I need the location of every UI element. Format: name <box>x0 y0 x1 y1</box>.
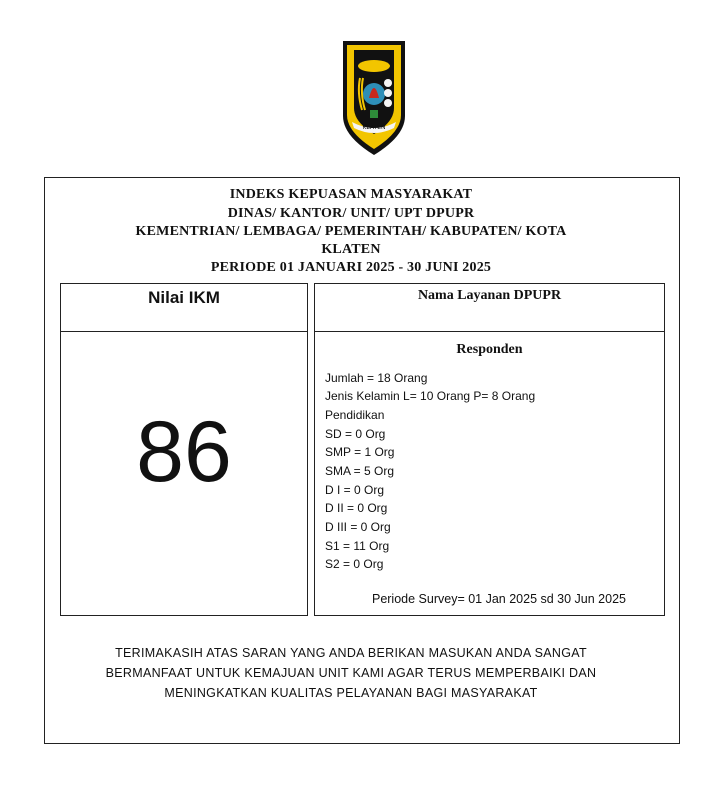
service-name: Nama Layanan DPUPR <box>417 288 562 303</box>
ikm-value-cell <box>60 332 308 616</box>
service-title-cell <box>314 283 665 332</box>
respondent-total: Jumlah = 18 Orang <box>325 371 428 385</box>
education-d1: D I = 0 Org <box>325 483 385 497</box>
ikm-title-cell <box>60 283 308 332</box>
footer-line-2: BERMANFAAT UNTUK KEMAJUAN UNIT KAMI AGAR TERUS MEMPERBAIKI DAN <box>105 666 597 680</box>
education-heading: Pendidikan <box>325 408 385 422</box>
education-d3: D III = 0 Org <box>325 520 391 534</box>
education-d2: D II = 0 Org <box>325 501 388 515</box>
footer-line-3: MENINGKATKAN KUALITAS PELAYANAN BAGI MASYARAKAT <box>164 686 538 700</box>
education-smp: SMP = 1 Org <box>325 445 395 459</box>
ikm-score: 86 <box>136 404 232 500</box>
education-s1: S1 = 11 Org <box>325 539 390 553</box>
ikm-title: Nilai IKM <box>148 288 220 307</box>
footer-line-1: TERIMAKASIH ATAS SARAN YANG ANDA BERIKAN MASUKAN ANDA SANGAT <box>115 646 587 660</box>
report-institution: KEMENTRIAN/ LEMBAGA/ PEMERINTAH/ KABUPATEN/ KOTA <box>135 224 567 239</box>
education-sma: SMA = 5 Org <box>325 464 395 478</box>
report-period: PERIODE 01 JANUARI 2025 - 30 JUNI 2025 <box>210 260 492 275</box>
respondents-cell <box>314 332 665 616</box>
report-title: INDEKS KEPUASAN MASYARAKAT <box>229 187 473 202</box>
klaten-emblem-logo <box>340 38 408 158</box>
respondents-title: Responden <box>456 342 523 357</box>
survey-period: Periode Survey= 01 Jan 2025 sd 30 Jun 2025 <box>371 592 626 606</box>
respondent-gender: Jenis Kelamin L= 10 Orang P= 8 Orang <box>325 389 536 403</box>
education-sd: SD = 0 Org <box>325 427 386 441</box>
svg-text:KLATEN: KLATEN <box>362 124 386 131</box>
report-unit: DINAS/ KANTOR/ UNIT/ UPT DPUPR <box>227 206 475 221</box>
education-s2: S2 = 0 Org <box>325 557 384 571</box>
report-region: KLATEN <box>321 242 381 257</box>
